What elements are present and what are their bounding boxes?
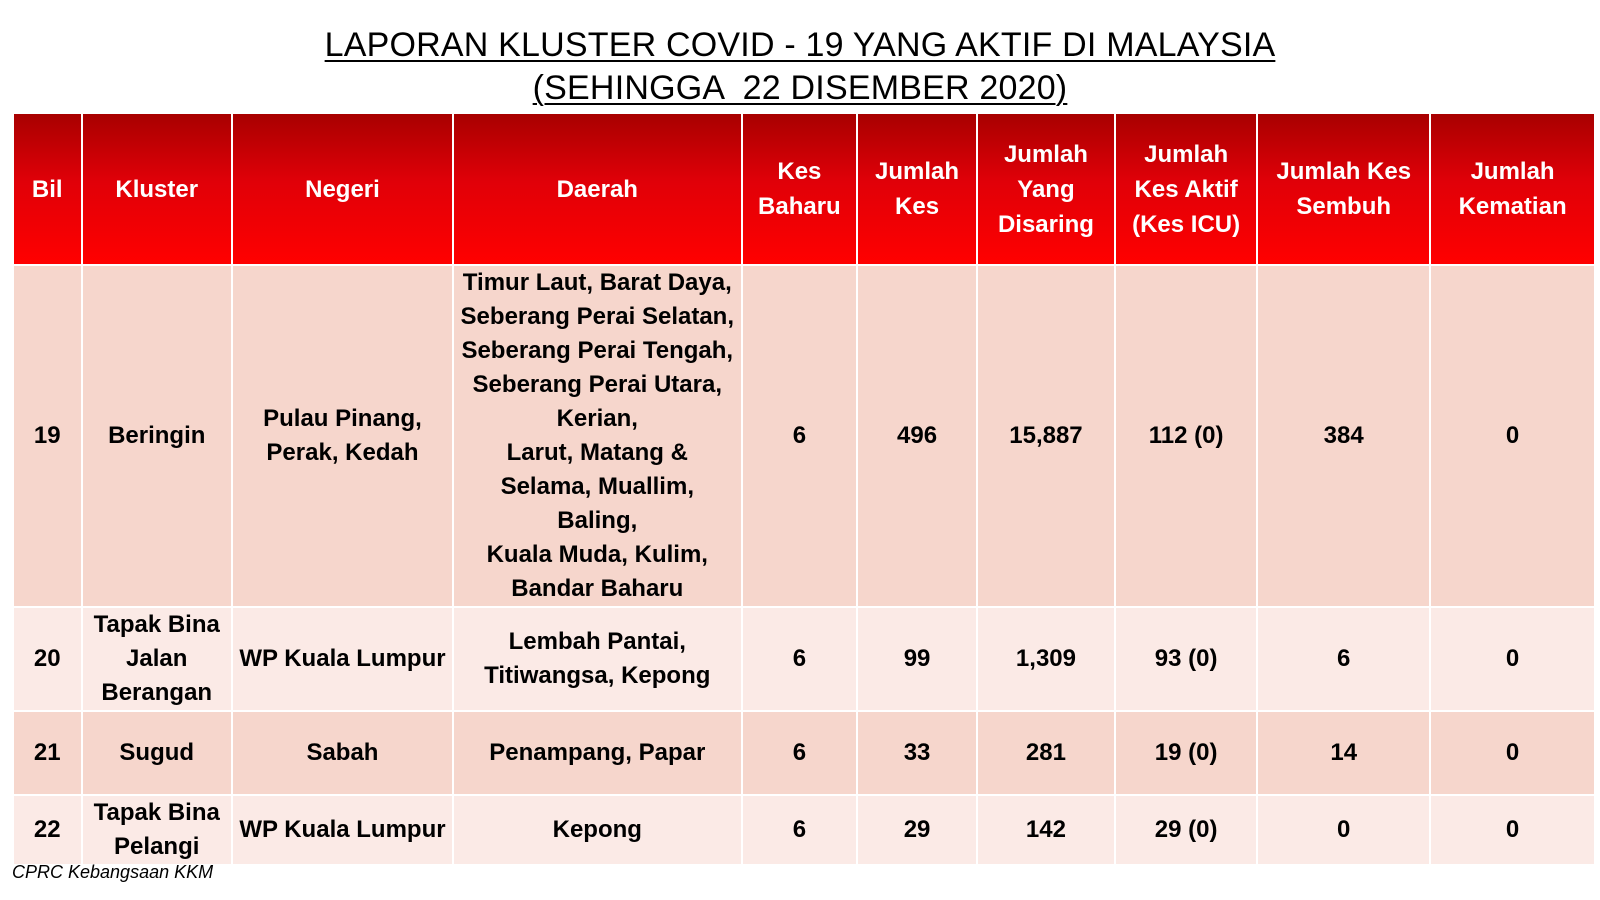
- cell-kes-aktif: 29 (0): [1116, 796, 1256, 864]
- cell-jumlah-disaring: 15,887: [978, 266, 1114, 606]
- cell-daerah: Lembah Pantai, Titiwangsa, Kepong: [454, 608, 741, 710]
- cell-jumlah-disaring: 1,309: [978, 608, 1114, 710]
- cell-jumlah-kes: 99: [858, 608, 976, 710]
- cell-kes-baharu: 6: [743, 608, 857, 710]
- cell-jumlah-kes: 29: [858, 796, 976, 864]
- cell-kematian: 0: [1431, 712, 1594, 794]
- header-kematian: Jumlah Kematian: [1431, 114, 1594, 264]
- header-kes-baharu: Kes Baharu: [743, 114, 857, 264]
- cell-kes-baharu: 6: [743, 266, 857, 606]
- cell-kematian: 0: [1431, 796, 1594, 864]
- header-kluster: Kluster: [83, 114, 231, 264]
- header-daerah: Daerah: [454, 114, 741, 264]
- table-header: [14, 114, 1594, 264]
- cell-daerah: Timur Laut, Barat Daya, Seberang Perai Selatan, Seberang Perai Tengah, Seberang Perai Utara, Kerian, Larut, Matang & Selama, Muallim, Baling, Kuala Muda, Kulim, Bandar Baharu: [454, 266, 741, 606]
- cell-kes-baharu: 6: [743, 796, 857, 864]
- cell-negeri: Pulau Pinang, Perak, Kedah: [233, 266, 452, 606]
- cell-kes-baharu: 6: [743, 712, 857, 794]
- header-bil: Bil: [14, 114, 81, 264]
- cell-negeri: WP Kuala Lumpur: [233, 796, 452, 864]
- report-title-line-2: (SEHINGGA 22 DISEMBER 2020): [532, 69, 1068, 107]
- header-sembuh: Jumlah Kes Sembuh: [1258, 114, 1429, 264]
- cell-jumlah-kes: 33: [858, 712, 976, 794]
- cell-kematian: 0: [1431, 608, 1594, 710]
- cell-sembuh: 14: [1258, 712, 1429, 794]
- cell-kematian: 0: [1431, 266, 1594, 606]
- header-row: [14, 114, 1594, 264]
- header-negeri: Negeri: [233, 114, 452, 264]
- cell-negeri: WP Kuala Lumpur: [233, 608, 452, 710]
- header-jumlah-disaring: Jumlah Yang Disaring: [978, 114, 1114, 264]
- table-row: [14, 266, 1594, 606]
- cell-kes-aktif: 19 (0): [1116, 712, 1256, 794]
- table-row: [14, 796, 1594, 864]
- cell-jumlah-disaring: 142: [978, 796, 1114, 864]
- cell-daerah: Kepong: [454, 796, 741, 864]
- header-kes-aktif: Jumlah Kes Aktif (Kes ICU): [1116, 114, 1256, 264]
- cluster-table: [12, 112, 1596, 866]
- cell-kluster: Sugud: [83, 712, 231, 794]
- cell-bil: 22: [14, 796, 81, 864]
- cell-bil: 21: [14, 712, 81, 794]
- cell-kes-aktif: 93 (0): [1116, 608, 1256, 710]
- cell-negeri: Sabah: [233, 712, 452, 794]
- cell-kluster: Beringin: [83, 266, 231, 606]
- cell-sembuh: 0: [1258, 796, 1429, 864]
- cell-sembuh: 384: [1258, 266, 1429, 606]
- table-body: [14, 266, 1594, 864]
- cell-kluster: Tapak Bina Pelangi: [83, 796, 231, 864]
- header-jumlah-kes: Jumlah Kes: [858, 114, 976, 264]
- cell-kluster: Tapak Bina Jalan Berangan: [83, 608, 231, 710]
- report-title-line-1: LAPORAN KLUSTER COVID - 19 YANG AKTIF DI MALAYSIA: [324, 26, 1276, 64]
- table-row: [14, 712, 1594, 794]
- cell-sembuh: 6: [1258, 608, 1429, 710]
- cell-kes-aktif: 112 (0): [1116, 266, 1256, 606]
- report-title: [0, 24, 1600, 110]
- source-footnote: CPRC Kebangsaan KKM: [12, 862, 214, 882]
- cell-bil: 19: [14, 266, 81, 606]
- cell-bil: 20: [14, 608, 81, 710]
- cell-daerah: Penampang, Papar: [454, 712, 741, 794]
- cell-jumlah-kes: 496: [858, 266, 976, 606]
- cell-jumlah-disaring: 281: [978, 712, 1114, 794]
- table-row: [14, 608, 1594, 710]
